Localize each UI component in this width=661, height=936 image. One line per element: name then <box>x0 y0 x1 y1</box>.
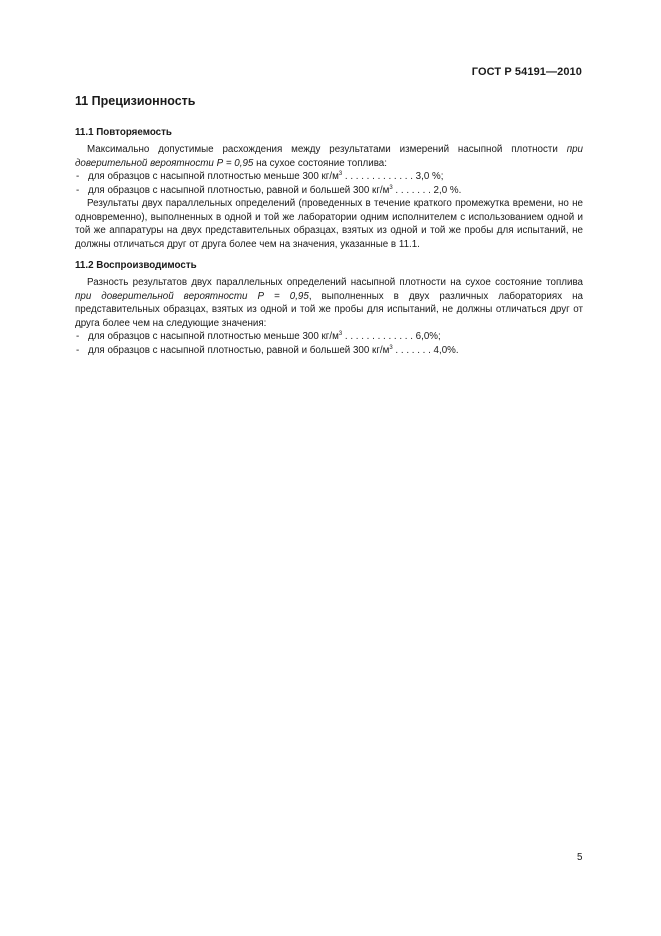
confidence-level-text: при доверительной вероятности Р = 0,95 <box>75 290 309 302</box>
page-content <box>75 94 583 357</box>
list-item: - для образцов с насыпной плотностью, равной и большей 300 $кг/м^3$ . . . . . . . 2,0 %. <box>76 184 462 196</box>
document-id: ГОСТ Р 54191—2010 <box>471 66 582 78</box>
reproducibility-paragraph: Разность результатов двух параллельных определений насыпной плотности на сухое состояние топлива при доверительной вероятности Р = 0,95, выполненных в двух различных лабораториях на представительных образцах, взятых из одной и той же пробы для испытаний, не должны отличаться друг от друга более чем на следующие значения: <box>75 277 583 329</box>
list-item: - для образцов с насыпной плотностью, равной и большей 300 $кг/м^3$ . . . . . . . 4,0%. <box>76 344 459 356</box>
confidence-level-text: при доверительной вероятности Р = 0,95 <box>75 144 583 169</box>
subsection-title-repeatability: 11.1 Повторяемость <box>75 127 172 138</box>
repeatability-intro: Максимально допустимые расхождения между результатами измерений насыпной плотности при доверительной вероятности Р = 0,95 на сухое состояние топлива: <box>75 144 583 169</box>
page-number: 5 <box>577 852 583 863</box>
repeatability-paragraph: Результаты двух параллельных определений (проведенных в течение краткого промежутка времени, но не одновременно), выполненных в одной и той же лаборатории одним исполнителем с использованием одной и той же аппаратуры на двух представительных образцах, взятых из одной и той же пробы для испытаний, не должны отличаться друг от друга более чем на значения, указанные в 11.1. <box>75 198 583 250</box>
list-item: - для образцов с насыпной плотностью меньше 300 $кг/м^3$ . . . . . . . . . . . . . 6,0%; <box>76 331 441 342</box>
list-item: - для образцов с насыпной плотностью меньше 300 $кг/м^3$ . . . . . . . . . . . . . 3,0 %; <box>76 171 444 182</box>
subsection-title-reproducibility: 11.2 Воспроизводимость <box>75 260 197 271</box>
section-title: 11 Прецизионность <box>75 94 196 108</box>
